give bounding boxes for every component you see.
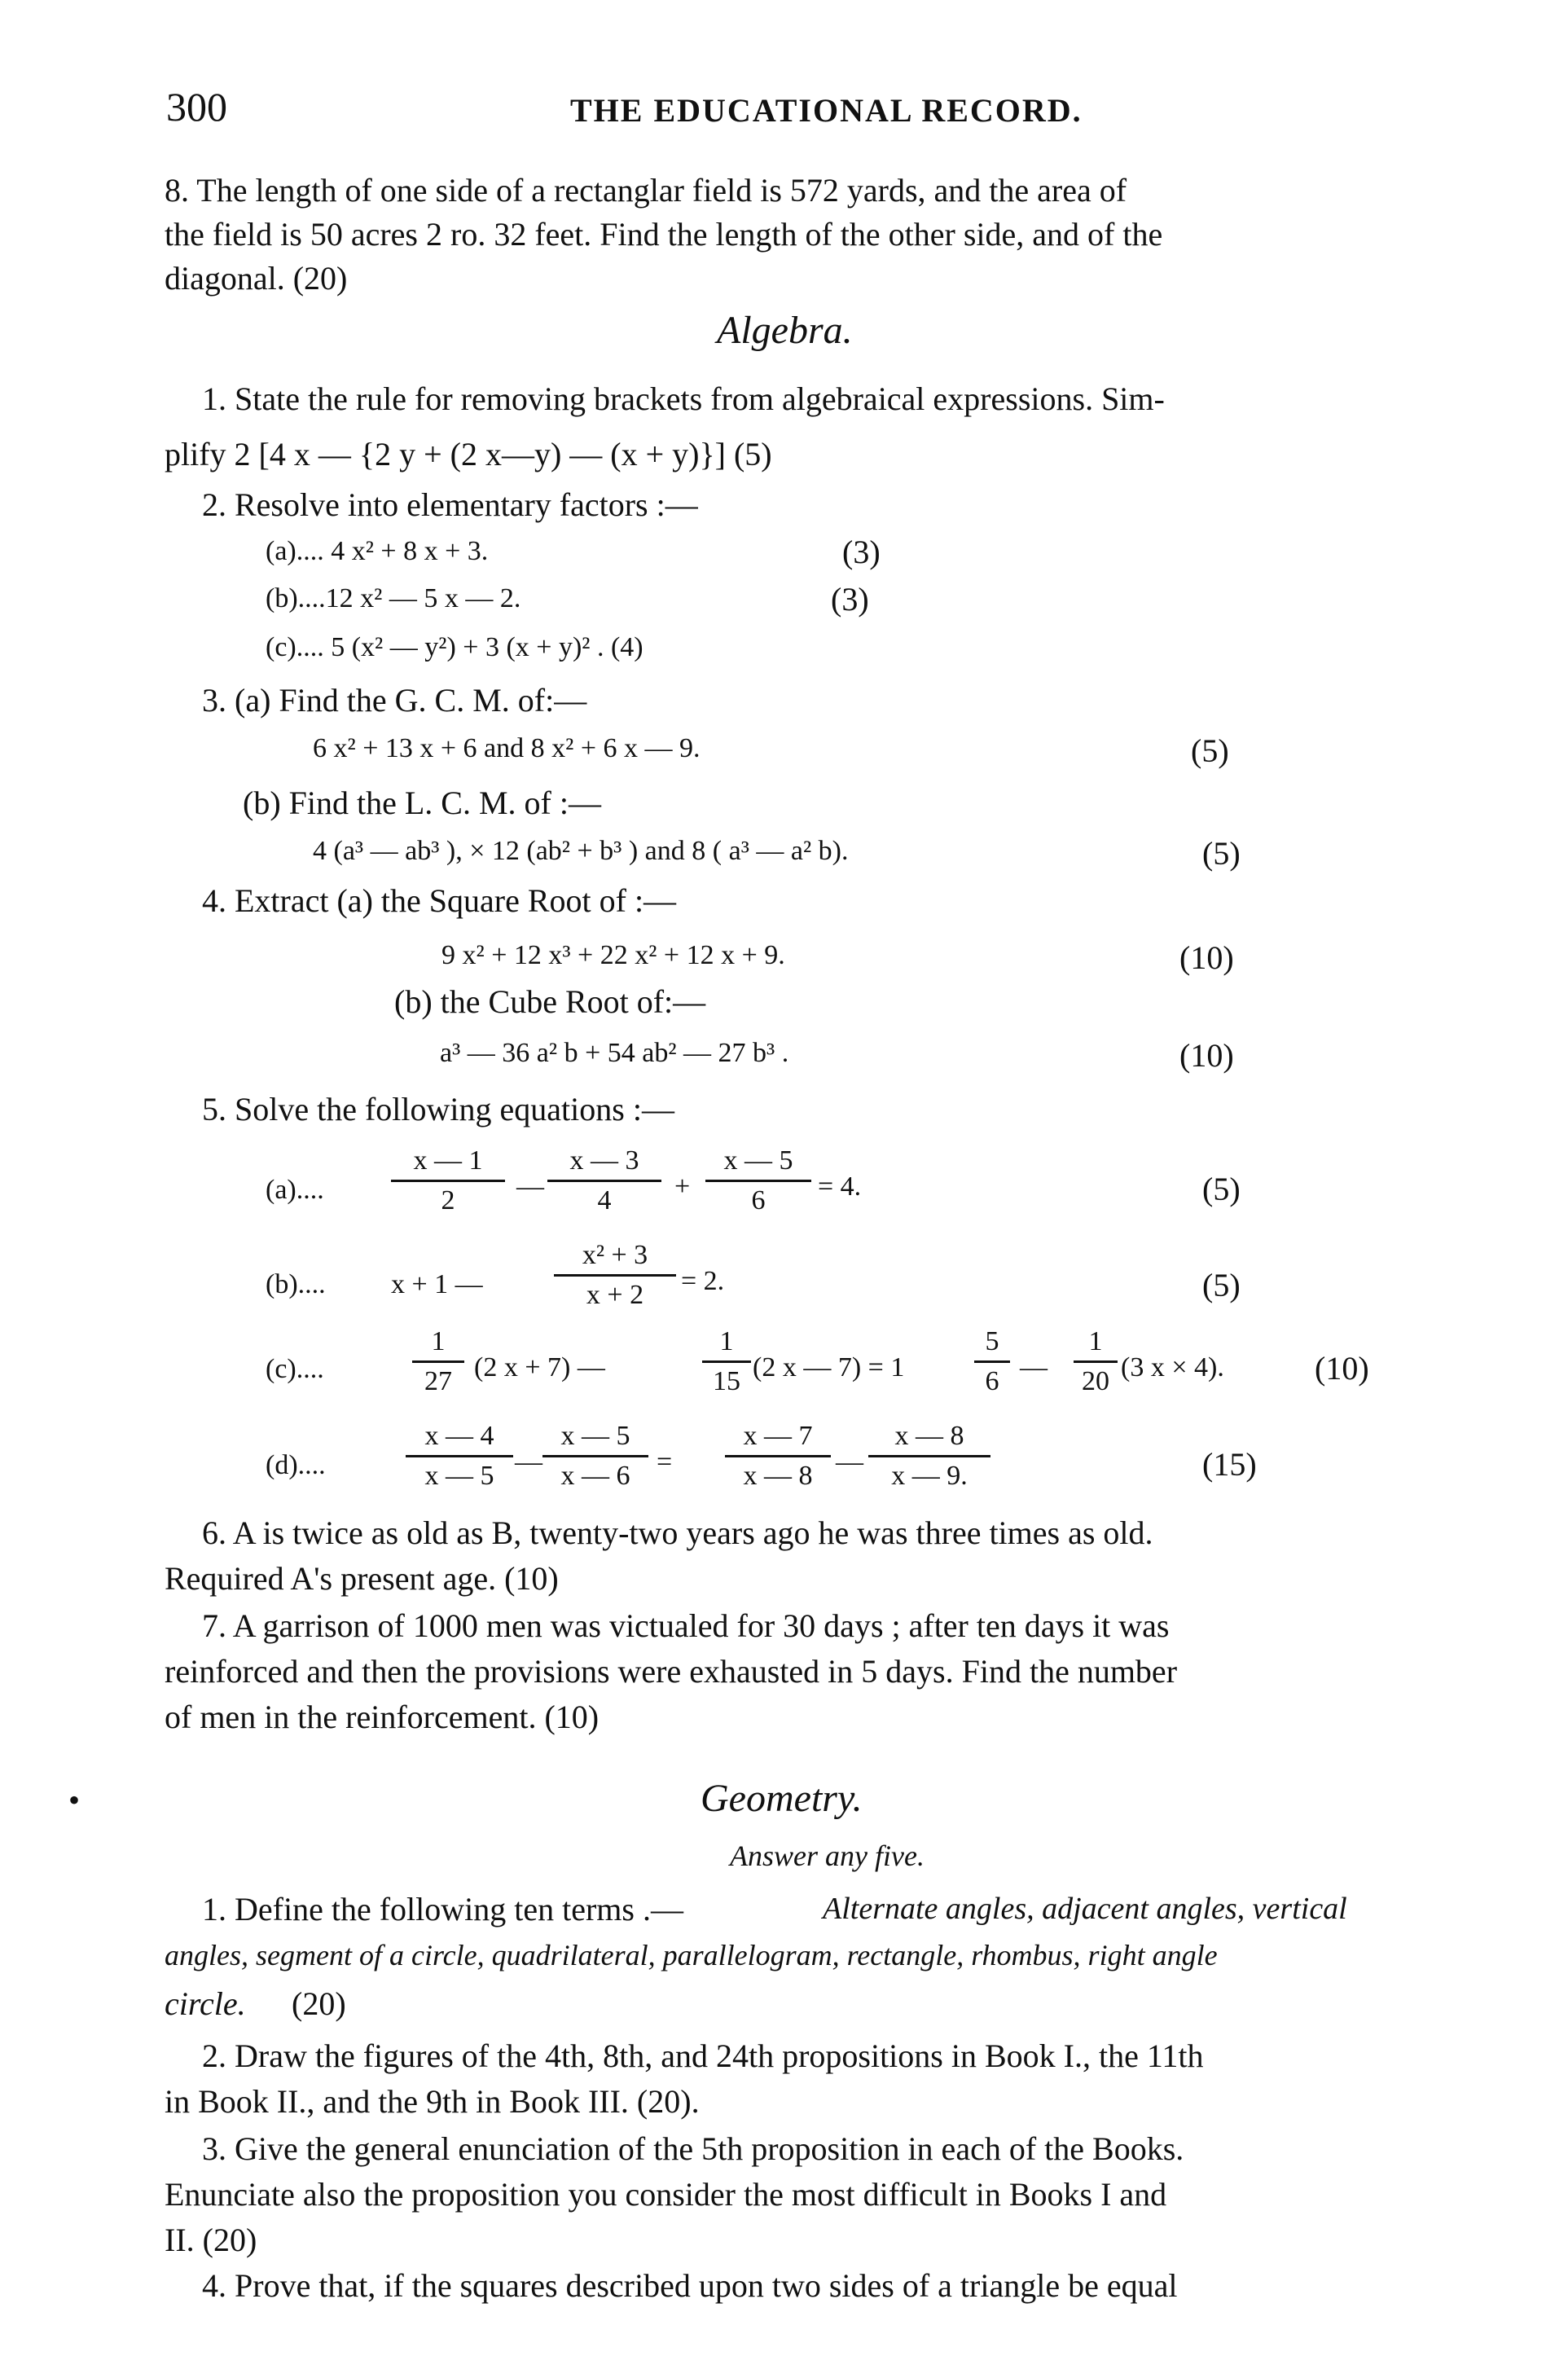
geometry-q3-line3: II. (20) [165,2222,257,2258]
eq-d-f1-den: x — 5 [424,1461,494,1491]
geometry-q1-line3a: circle. [165,1985,246,2022]
algebra-q6-line2: Required A's present age. (10) [165,1560,559,1597]
eq-c-mark: (10) [1315,1350,1369,1387]
eq-c-f3-num: 5 [985,1326,999,1356]
algebra-q2c: (c).... 5 (x² — y²) + 3 (x + y)² . (4) [266,632,643,662]
algebra-q5: 5. Solve the following equations :— [202,1091,674,1127]
running-head: THE EDUCATIONAL RECORD. [570,92,1083,129]
algebra-q3a-mark: (5) [1191,732,1229,769]
eq-c-f2-den: 15 [713,1366,740,1396]
eq-c-label: (c).... [266,1354,324,1384]
eq-b-fraction [554,1242,676,1309]
eq-c-term-1: (2 x + 7) — [474,1352,605,1382]
geometry-q1-line3b: (20) [292,1985,346,2022]
eq-c-f1-num: 1 [431,1326,446,1356]
eq-b-den: x + 2 [586,1280,644,1310]
eq-c-f2-num: 1 [719,1326,734,1356]
eq-d-fraction-3 [725,1422,831,1490]
eq-d-f2-den: x — 6 [560,1461,630,1491]
eq-d-mark: (15) [1202,1446,1257,1483]
eq-d-fraction-2 [542,1422,648,1490]
algebra-heading: Algebra. [717,309,853,352]
arith-q8-line3: diagonal. (20) [165,260,348,297]
eq-d-fraction-1 [406,1422,513,1490]
geometry-q1-line2: angles, segment of a circle, quadrilateral, parallelogram, rectangle, rhombus, right angle [165,1939,1218,1971]
eq-a-label: (a).... [266,1175,324,1205]
algebra-q4b: (b) the Cube Root of:— [394,983,706,1020]
geometry-q2-line2: in Book II., and the 9th in Book III. (20). [165,2083,700,2120]
eq-c-fraction-4 [1074,1328,1118,1396]
arith-q8-line1: 8. The length of one side of a rectanglar field is 572 yards, and the area of [165,172,1127,209]
geometry-q3-line1: 3. Give the general enunciation of the 5th proposition in each of the Books. [202,2130,1184,2167]
algebra-q3b-mark: (5) [1202,835,1241,872]
eq-d-fraction-4 [868,1422,990,1490]
algebra-q7-line1: 7. A garrison of 1000 men was victualed for 30 days ; after ten days it was [202,1607,1170,1644]
eq-a-f3-num: x — 5 [723,1145,793,1176]
eq-d-op2: = [657,1447,673,1477]
algebra-q2b-mark: (3) [831,581,869,618]
eq-a-f2-num: x — 3 [569,1145,639,1176]
eq-c-f4-den: 20 [1082,1366,1109,1396]
arith-q8-line2: the field is 50 acres 2 ro. 32 feet. Find the length of the other side, and of the [165,216,1163,253]
eq-c-f3-den: 6 [985,1366,999,1396]
eq-a-f3-den: 6 [751,1185,766,1215]
algebra-q4a-expr: 9 x² + 12 x³ + 22 x² + 12 x + 9. [441,940,785,970]
geometry-q4-line1: 4. Prove that, if the squares described upon two sides of a triangle be equal [202,2267,1178,2304]
eq-a-f1-num: x — 1 [413,1145,483,1176]
eq-b-label: (b).... [266,1269,326,1299]
stray-dot: • [68,1782,81,1818]
algebra-q4a: 4. Extract (a) the Square Root of :— [202,882,677,919]
algebra-q4b-mark: (10) [1179,1037,1234,1074]
eq-c-fraction-1 [412,1328,464,1396]
eq-b-mark: (5) [1202,1267,1241,1303]
eq-c-fraction-2 [702,1328,751,1396]
algebra-q2: 2. Resolve into elementary factors :— [202,486,698,523]
eq-a-fraction-2 [547,1147,661,1215]
eq-a-rhs: = 4. [818,1171,862,1202]
algebra-q1-line1: 1. State the rule for removing brackets from algebraical expressions. Sim- [202,380,1165,417]
algebra-q1-line2: plify 2 [4 x — {2 y + (2 x—y) — (x + y)}] (5) [165,436,772,473]
eq-d-f3-num: x — 7 [743,1421,813,1451]
algebra-q3a-expr: 6 x² + 13 x + 6 and 8 x² + 6 x — 9. [313,733,701,763]
eq-a-mark: (5) [1202,1171,1241,1207]
eq-c-term-4: (3 x × 4). [1121,1352,1224,1382]
eq-d-f1-num: x — 4 [424,1421,494,1451]
geometry-q1-line1b: Alternate angles, adjacent angles, vertical [823,1892,1347,1926]
algebra-q2b: (b)....12 x² — 5 x — 2. [266,583,521,613]
eq-a-fraction-3 [705,1147,811,1215]
eq-a-op1: — [516,1171,544,1202]
algebra-q7-line2: reinforced and then the provisions were exhausted in 5 days. Find the number [165,1653,1178,1690]
eq-c-f4-num: 1 [1088,1326,1103,1356]
geometry-q1-line1a: 1. Define the following ten terms .— [202,1891,683,1927]
algebra-q7-line3: of men in the reinforcement. (10) [165,1699,600,1735]
algebra-q3a: 3. (a) Find the G. C. M. of:— [202,682,587,719]
eq-d-f4-num: x — 8 [894,1421,964,1451]
eq-c-term-2: (2 x — 7) = 1 [753,1352,905,1382]
eq-a-fraction-1 [391,1147,505,1215]
algebra-q6-line1: 6. A is twice as old as B, twenty-two years ago he was three times as old. [202,1514,1153,1551]
eq-c-fraction-3 [974,1328,1010,1396]
eq-c-term-3: — [1020,1352,1048,1382]
geometry-heading: Geometry. [701,1777,863,1820]
eq-d-label: (d).... [266,1450,326,1480]
geometry-instruction: Answer any five. [730,1840,925,1872]
eq-d-f4-den: x — 9. [891,1461,968,1491]
algebra-q2a-mark: (3) [842,534,881,570]
eq-a-f2-den: 4 [597,1185,612,1215]
eq-d-op3: — [836,1447,863,1477]
algebra-q4a-mark: (10) [1179,939,1234,976]
algebra-q3b: (b) Find the L. C. M. of :— [243,785,601,821]
geometry-q3-line2: Enunciate also the proposition you consider the most difficult in Books I and [165,2176,1167,2213]
eq-d-f2-num: x — 5 [560,1421,630,1451]
eq-b-num: x² + 3 [582,1240,648,1270]
algebra-q3b-expr: 4 (a³ — ab³ ), × 12 (ab² + b³ ) and 8 ( a³ — a² b). [313,836,849,866]
eq-a-f1-den: 2 [441,1185,455,1215]
eq-a-op2: + [674,1171,691,1202]
eq-d-op1: — [515,1447,542,1477]
algebra-q2a: (a).... 4 x² + 8 x + 3. [266,536,489,566]
eq-c-f1-den: 27 [424,1366,452,1396]
algebra-q4b-expr: a³ — 36 a² b + 54 ab² — 27 b³ . [440,1038,789,1068]
eq-b-rhs: = 2. [681,1266,725,1296]
geometry-q2-line1: 2. Draw the figures of the 4th, 8th, and 24th propositions in Book I., the 11th [202,2037,1204,2074]
eq-b-lhs: x + 1 — [391,1269,483,1299]
page-number: 300 [166,84,227,130]
eq-d-f3-den: x — 8 [743,1461,813,1491]
